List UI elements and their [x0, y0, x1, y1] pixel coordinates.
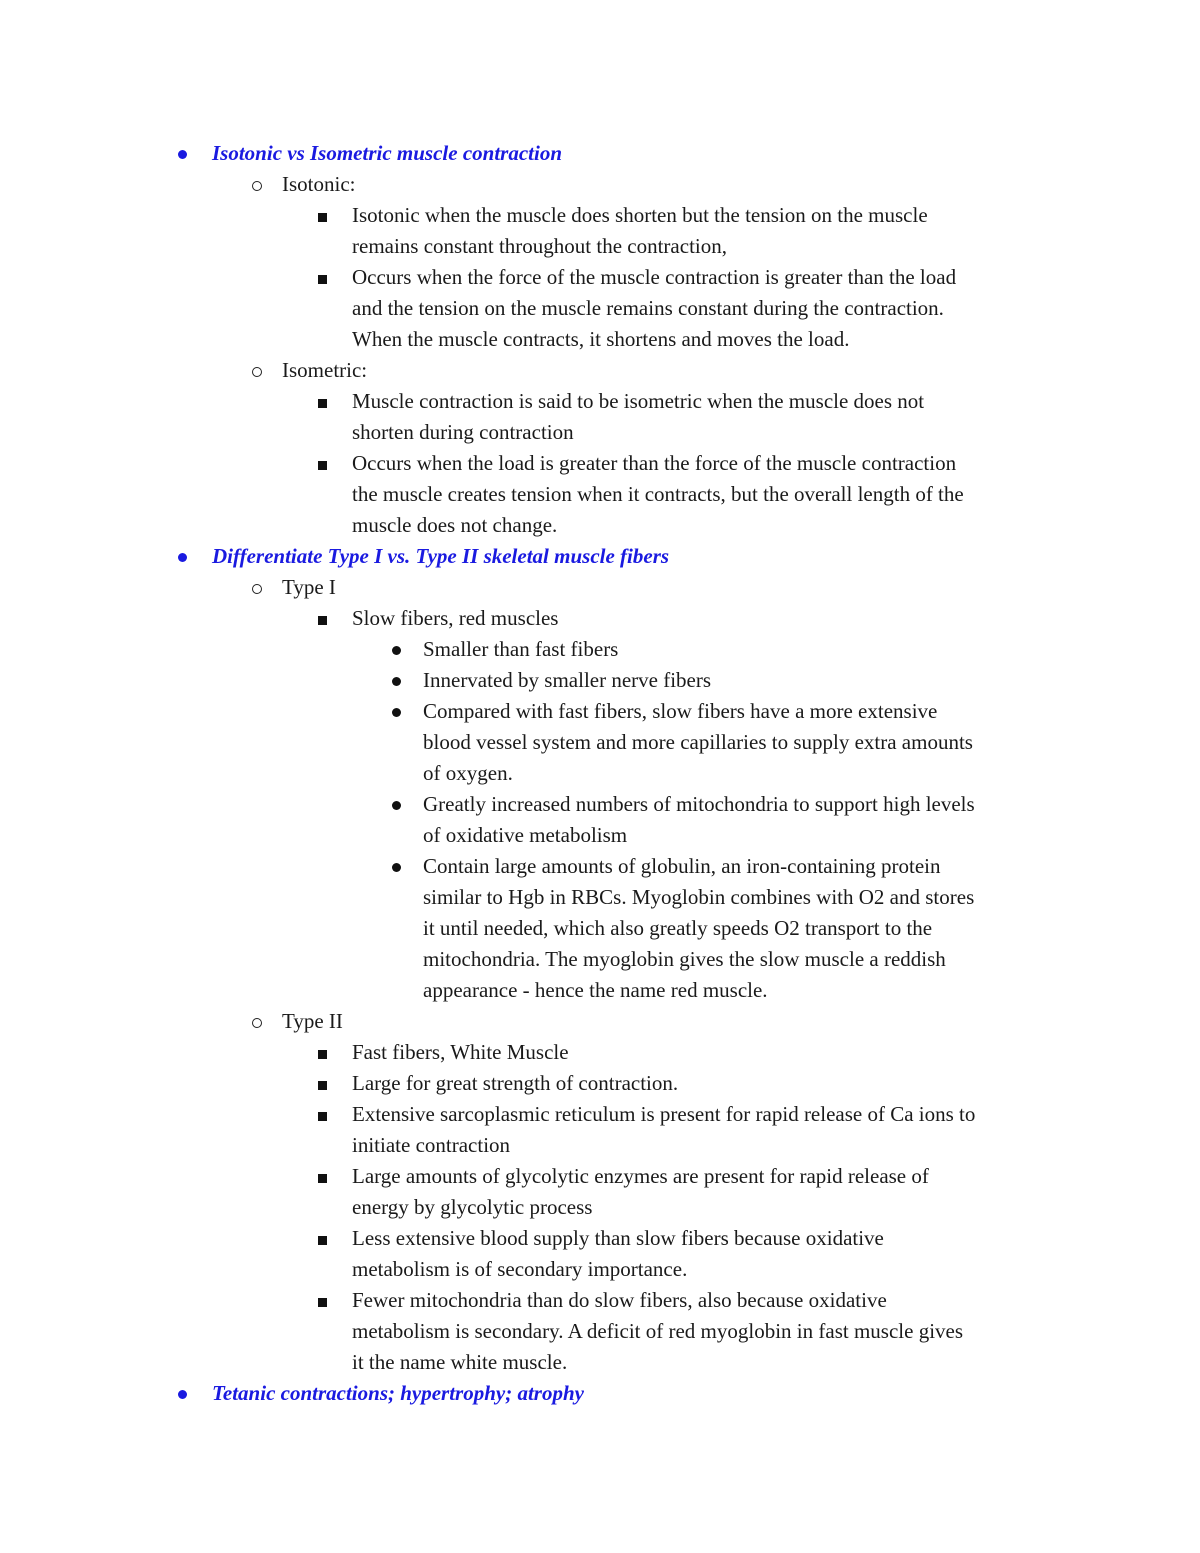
- square-bullet-icon: [318, 275, 327, 284]
- list-item: Fewer mitochondria than do slow fibers, also because oxidative: [0, 1285, 1200, 1316]
- sub-list-item-continuation: appearance - hence the name red muscle.: [423, 978, 768, 1002]
- circle-bullet-icon: [252, 367, 262, 377]
- sub-list-item-continuation: similar to Hgb in RBCs. Myoglobin combines with O2 and stores: [423, 885, 975, 909]
- list-item-continuation: and the tension on the muscle remains constant during the contraction.: [352, 296, 944, 320]
- sub-list-item-continuation: mitochondria. The myoglobin gives the slow muscle a reddish: [423, 947, 946, 971]
- list-item: Large amounts of glycolytic enzymes are present for rapid release of: [0, 1161, 1200, 1192]
- subheading: Isotonic:: [0, 169, 1200, 200]
- square-bullet-icon: [318, 213, 327, 222]
- sub-list-item: Contain large amounts of globulin, an iron-containing protein: [0, 851, 1200, 882]
- list-item: Slow fibers, red muscles: [0, 603, 1200, 634]
- document-page: [0, 138, 1200, 1409]
- sub-list-item: Innervated by smaller nerve fibers: [0, 665, 1200, 696]
- square-bullet-icon: [318, 1112, 327, 1121]
- list-item-continuation: initiate contraction: [352, 1133, 511, 1157]
- square-bullet-icon: [318, 1081, 327, 1090]
- list-item-continuation: shorten during contraction: [352, 420, 574, 444]
- square-bullet-icon: [318, 1298, 327, 1307]
- list-item: Isotonic when the muscle does shorten but the tension on the muscle: [0, 200, 1200, 231]
- list-item-continuation: muscle does not change.: [352, 513, 558, 537]
- sub-list-item-continuation: of oxygen.: [423, 761, 513, 785]
- sub-list-item: Smaller than fast fibers: [0, 634, 1200, 665]
- bullet-icon: [178, 150, 187, 159]
- list-item: Extensive sarcoplasmic reticulum is present for rapid release of Ca ions to: [0, 1099, 1200, 1130]
- sub-list-item: Greatly increased numbers of mitochondria to support high levels: [0, 789, 1200, 820]
- section-heading: Tetanic contractions; hypertrophy; atrophy: [0, 1378, 1200, 1409]
- list-item-continuation: metabolism is of secondary importance.: [352, 1257, 688, 1281]
- bullet-icon: [392, 801, 401, 810]
- circle-bullet-icon: [252, 584, 262, 594]
- list-item: Less extensive blood supply than slow fibers because oxidative: [0, 1223, 1200, 1254]
- list-item-continuation: When the muscle contracts, it shortens and moves the load.: [352, 327, 850, 351]
- section-heading: Isotonic vs Isometric muscle contraction: [0, 138, 1200, 169]
- list-item: Occurs when the force of the muscle contraction is greater than the load: [0, 262, 1200, 293]
- list-item-continuation: metabolism is secondary. A deficit of red myoglobin in fast muscle gives: [352, 1319, 964, 1343]
- circle-bullet-icon: [252, 181, 262, 191]
- bullet-icon: [392, 677, 401, 686]
- sub-list-item-continuation: it until needed, which also greatly speeds O2 transport to the: [423, 916, 933, 940]
- square-bullet-icon: [318, 1236, 327, 1245]
- sub-list-item-continuation: blood vessel system and more capillaries to supply extra amounts: [423, 730, 973, 754]
- list-item-continuation: energy by glycolytic process: [352, 1195, 593, 1219]
- square-bullet-icon: [318, 461, 327, 470]
- subheading: Type II: [0, 1006, 1200, 1037]
- bullet-icon: [392, 646, 401, 655]
- list-item: Muscle contraction is said to be isometric when the muscle does not: [0, 386, 1200, 417]
- square-bullet-icon: [318, 1174, 327, 1183]
- square-bullet-icon: [318, 1050, 327, 1059]
- bullet-icon: [178, 553, 187, 562]
- list-item: Occurs when the load is greater than the force of the muscle contraction: [0, 448, 1200, 479]
- subheading: Isometric:: [0, 355, 1200, 386]
- bullet-icon: [392, 863, 401, 872]
- bullet-icon: [178, 1390, 187, 1399]
- list-item: Large for great strength of contraction.: [0, 1068, 1200, 1099]
- subheading: Type I: [0, 572, 1200, 603]
- section-heading: Differentiate Type I vs. Type II skeletal muscle fibers: [0, 541, 1200, 572]
- list-item-continuation: remains constant throughout the contraction,: [352, 234, 727, 258]
- sub-list-item-continuation: of oxidative metabolism: [423, 823, 628, 847]
- list-item-continuation: the muscle creates tension when it contracts, but the overall length of the: [352, 482, 964, 506]
- list-item-continuation: it the name white muscle.: [352, 1350, 568, 1374]
- bullet-icon: [392, 708, 401, 717]
- sub-list-item: Compared with fast fibers, slow fibers have a more extensive: [0, 696, 1200, 727]
- square-bullet-icon: [318, 616, 327, 625]
- list-item: Fast fibers, White Muscle: [0, 1037, 1200, 1068]
- square-bullet-icon: [318, 399, 327, 408]
- circle-bullet-icon: [252, 1018, 262, 1028]
